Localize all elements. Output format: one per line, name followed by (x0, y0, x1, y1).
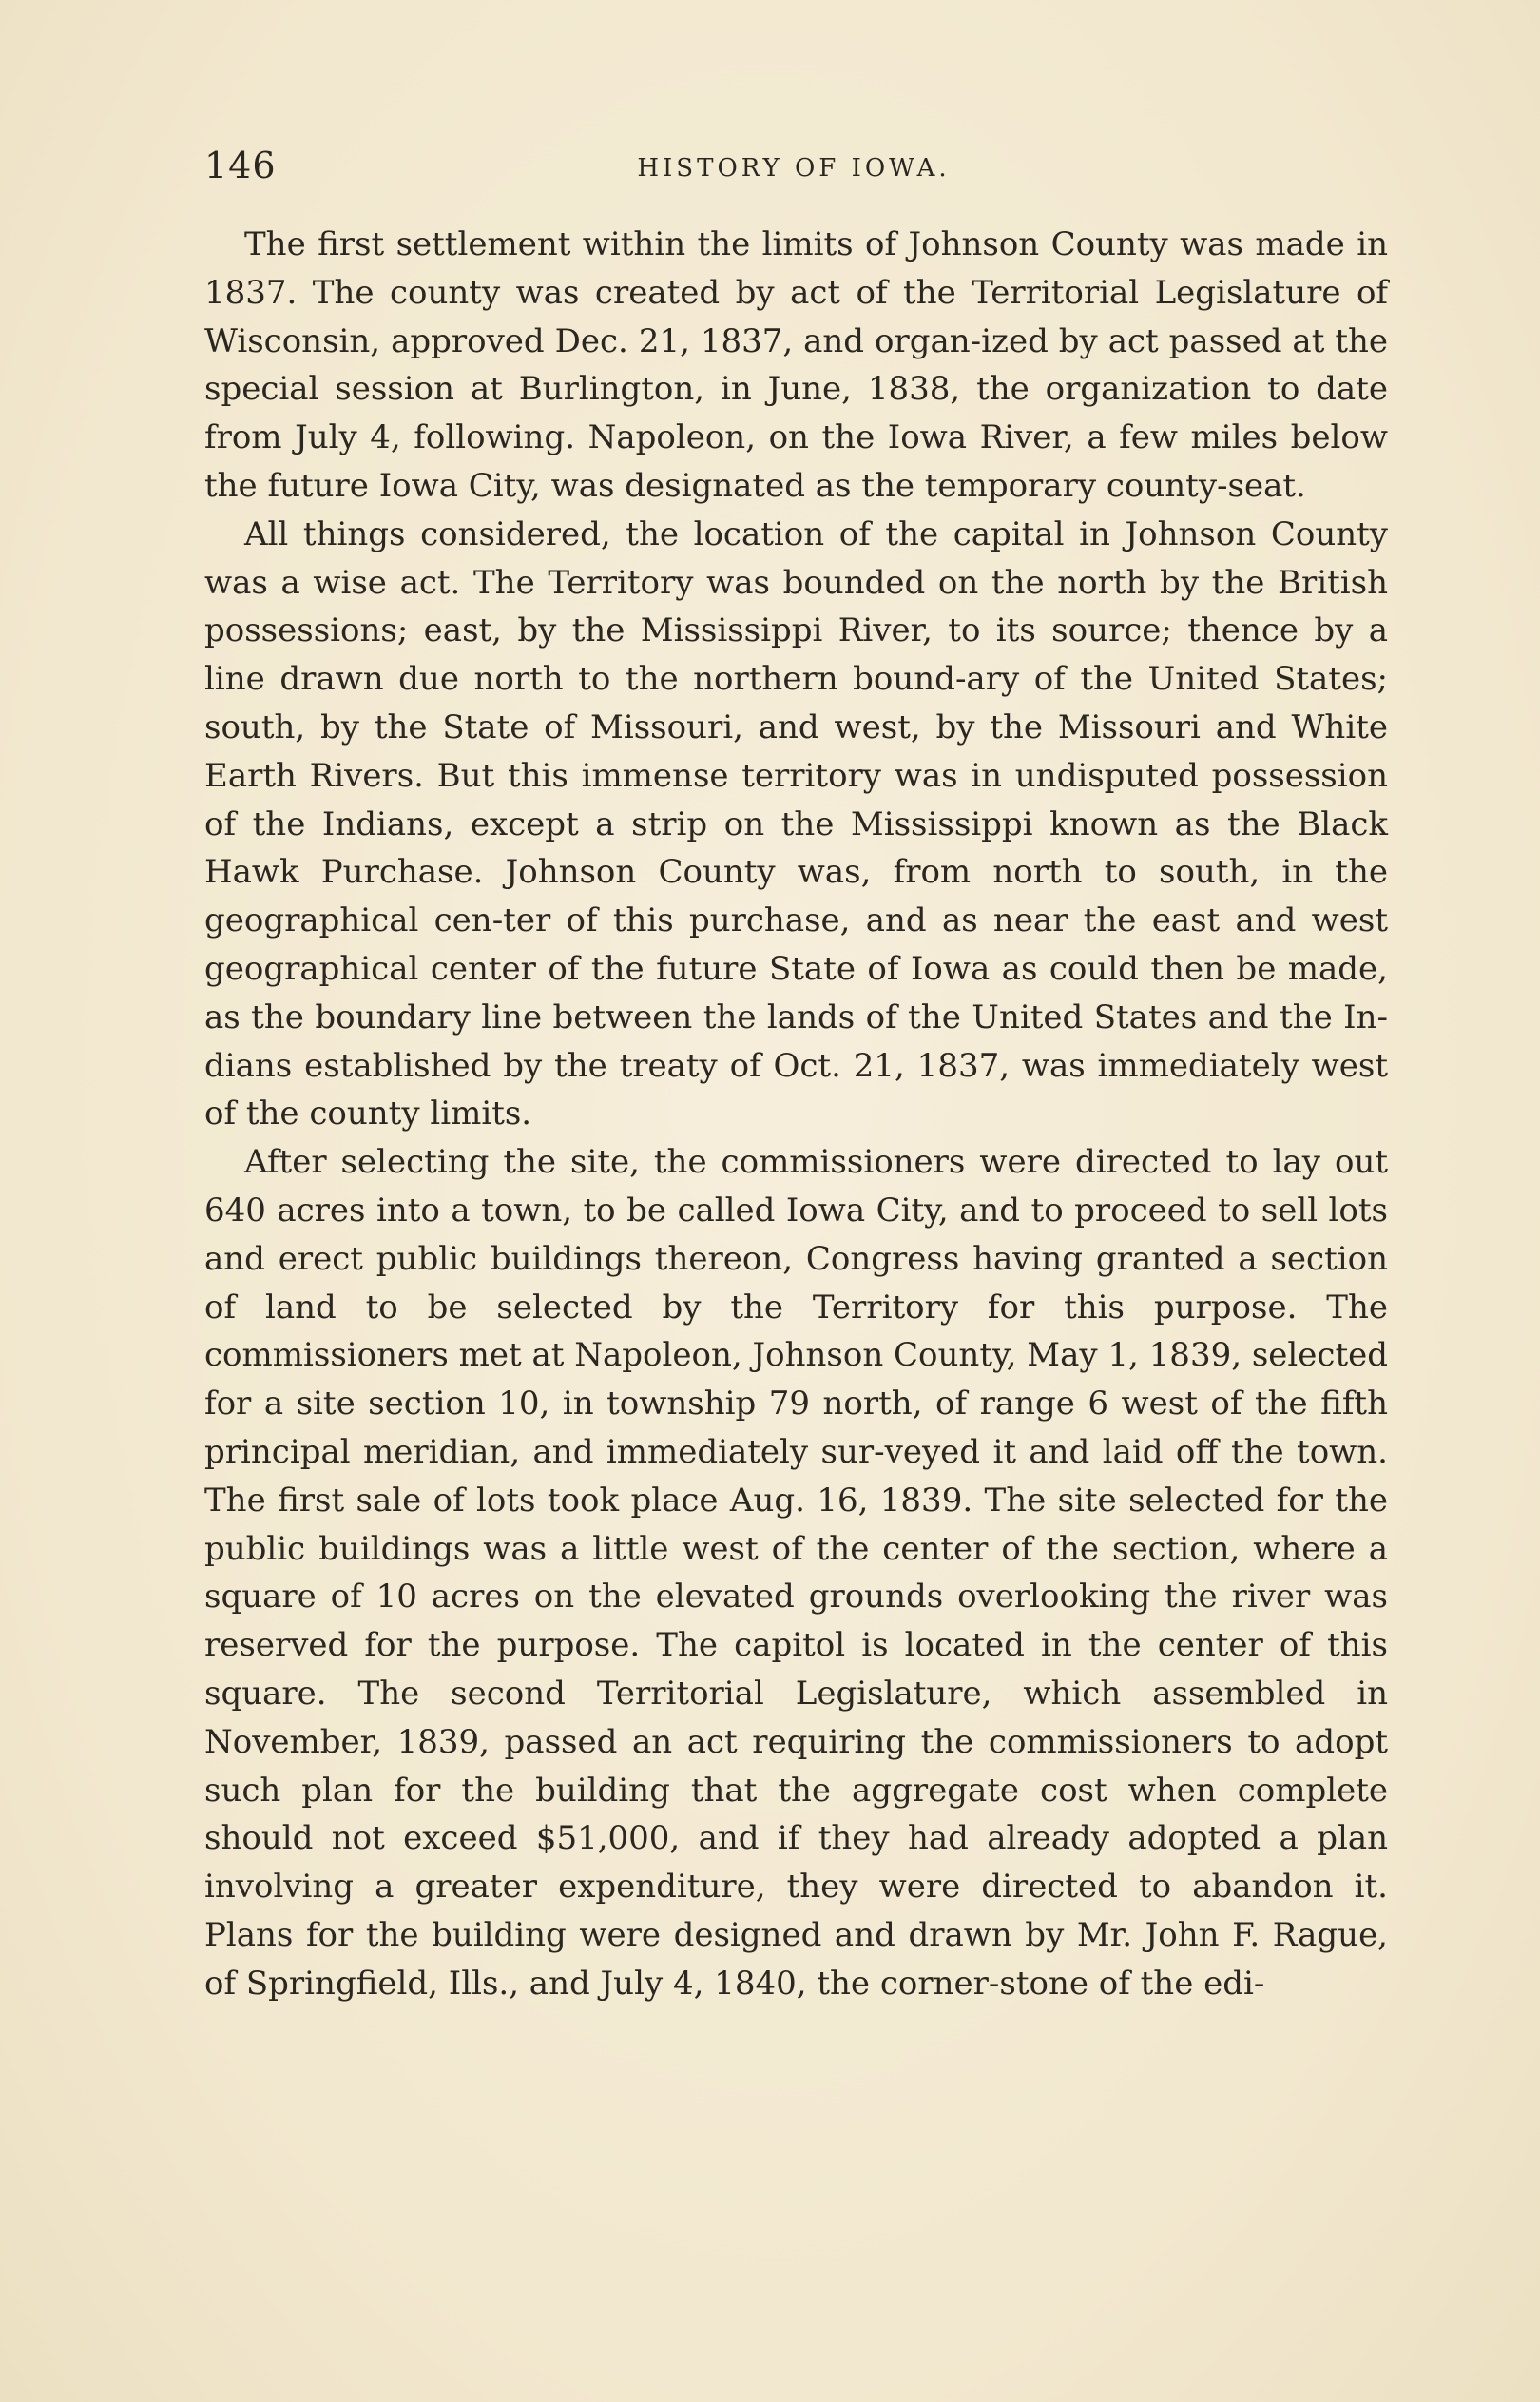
paragraph-capital-location: All things considered, the location of the capital in Johnson County was a wise act. The Territory was bounded on the north by the British possessions; east, by the Mississippi River, to its source; thence by a line drawn due north to the northern bound-ary of the United States; south, by the State of Missouri, and west, by the Missouri and White Earth Rivers. But this immense territory was in undisputed possession of the Indians, except a strip on the Mississippi known as the Black Hawk Purchase. Johnson County was, from north to south, in the geographical cen-ter of this purchase, and as near the east and west geographical center of the future State of Iowa as could then be made, as the boundary line between the lands of the United States and the In-dians established by the treaty of Oct. 21, 1837, was immediately west of the county limits. (204, 514, 1388, 1133)
running-head (204, 145, 1383, 192)
paragraph-first-settlement: The first settlement within the limits of Johnson County was made in 1837. The county was created by act of the Territorial Legislature of Wisconsin, approved Dec. 21, 1837, and organ-ized by act passed at the special session at Burlington, in June, 1838, the organization to date from July 4, following. Napoleon, on the Iowa River, a few miles below the future Iowa City, was designated as the temporary county-seat. (204, 225, 1388, 505)
running-header-title: HISTORY OF IOWA. (637, 154, 951, 183)
paragraph-site-selection: After selecting the site, the commissioners were directed to lay out 640 acres into a town, to be called Iowa City, and to proceed to sell lots and erect public buildings thereon, Congress having granted a section of land to be selected by the Territory for this purpose. The commissioners met at Napoleon, Johnson County, May 1, 1839, selected for a site section 10, in township 79 north, of range 6 west of the fifth principal meridian, and immediately sur-veyed it and laid off the town. The first sale of lots took place Aug. 16, 1839. The site selected for the public buildings was a little west of the center of the section, where a square of 10 acres on the elevated grounds overlooking the river was reserved for the purpose. The capitol is located in the center of this square. The second Territorial Legislature, which assembled in November, 1839, passed an act requiring the commissioners to adopt such plan for the building that the aggregate cost when complete should not exceed $51,000, and if they had already adopted a plan involving a greater expenditure, they were directed to abandon it. Plans for the building were designed and drawn by Mr. John F. Rague, of Springfield, Ills., and July 4, 1840, the corner-stone of the edi- (204, 1143, 1388, 2003)
body-text (204, 221, 1388, 2007)
page-number: 146 (204, 145, 277, 186)
